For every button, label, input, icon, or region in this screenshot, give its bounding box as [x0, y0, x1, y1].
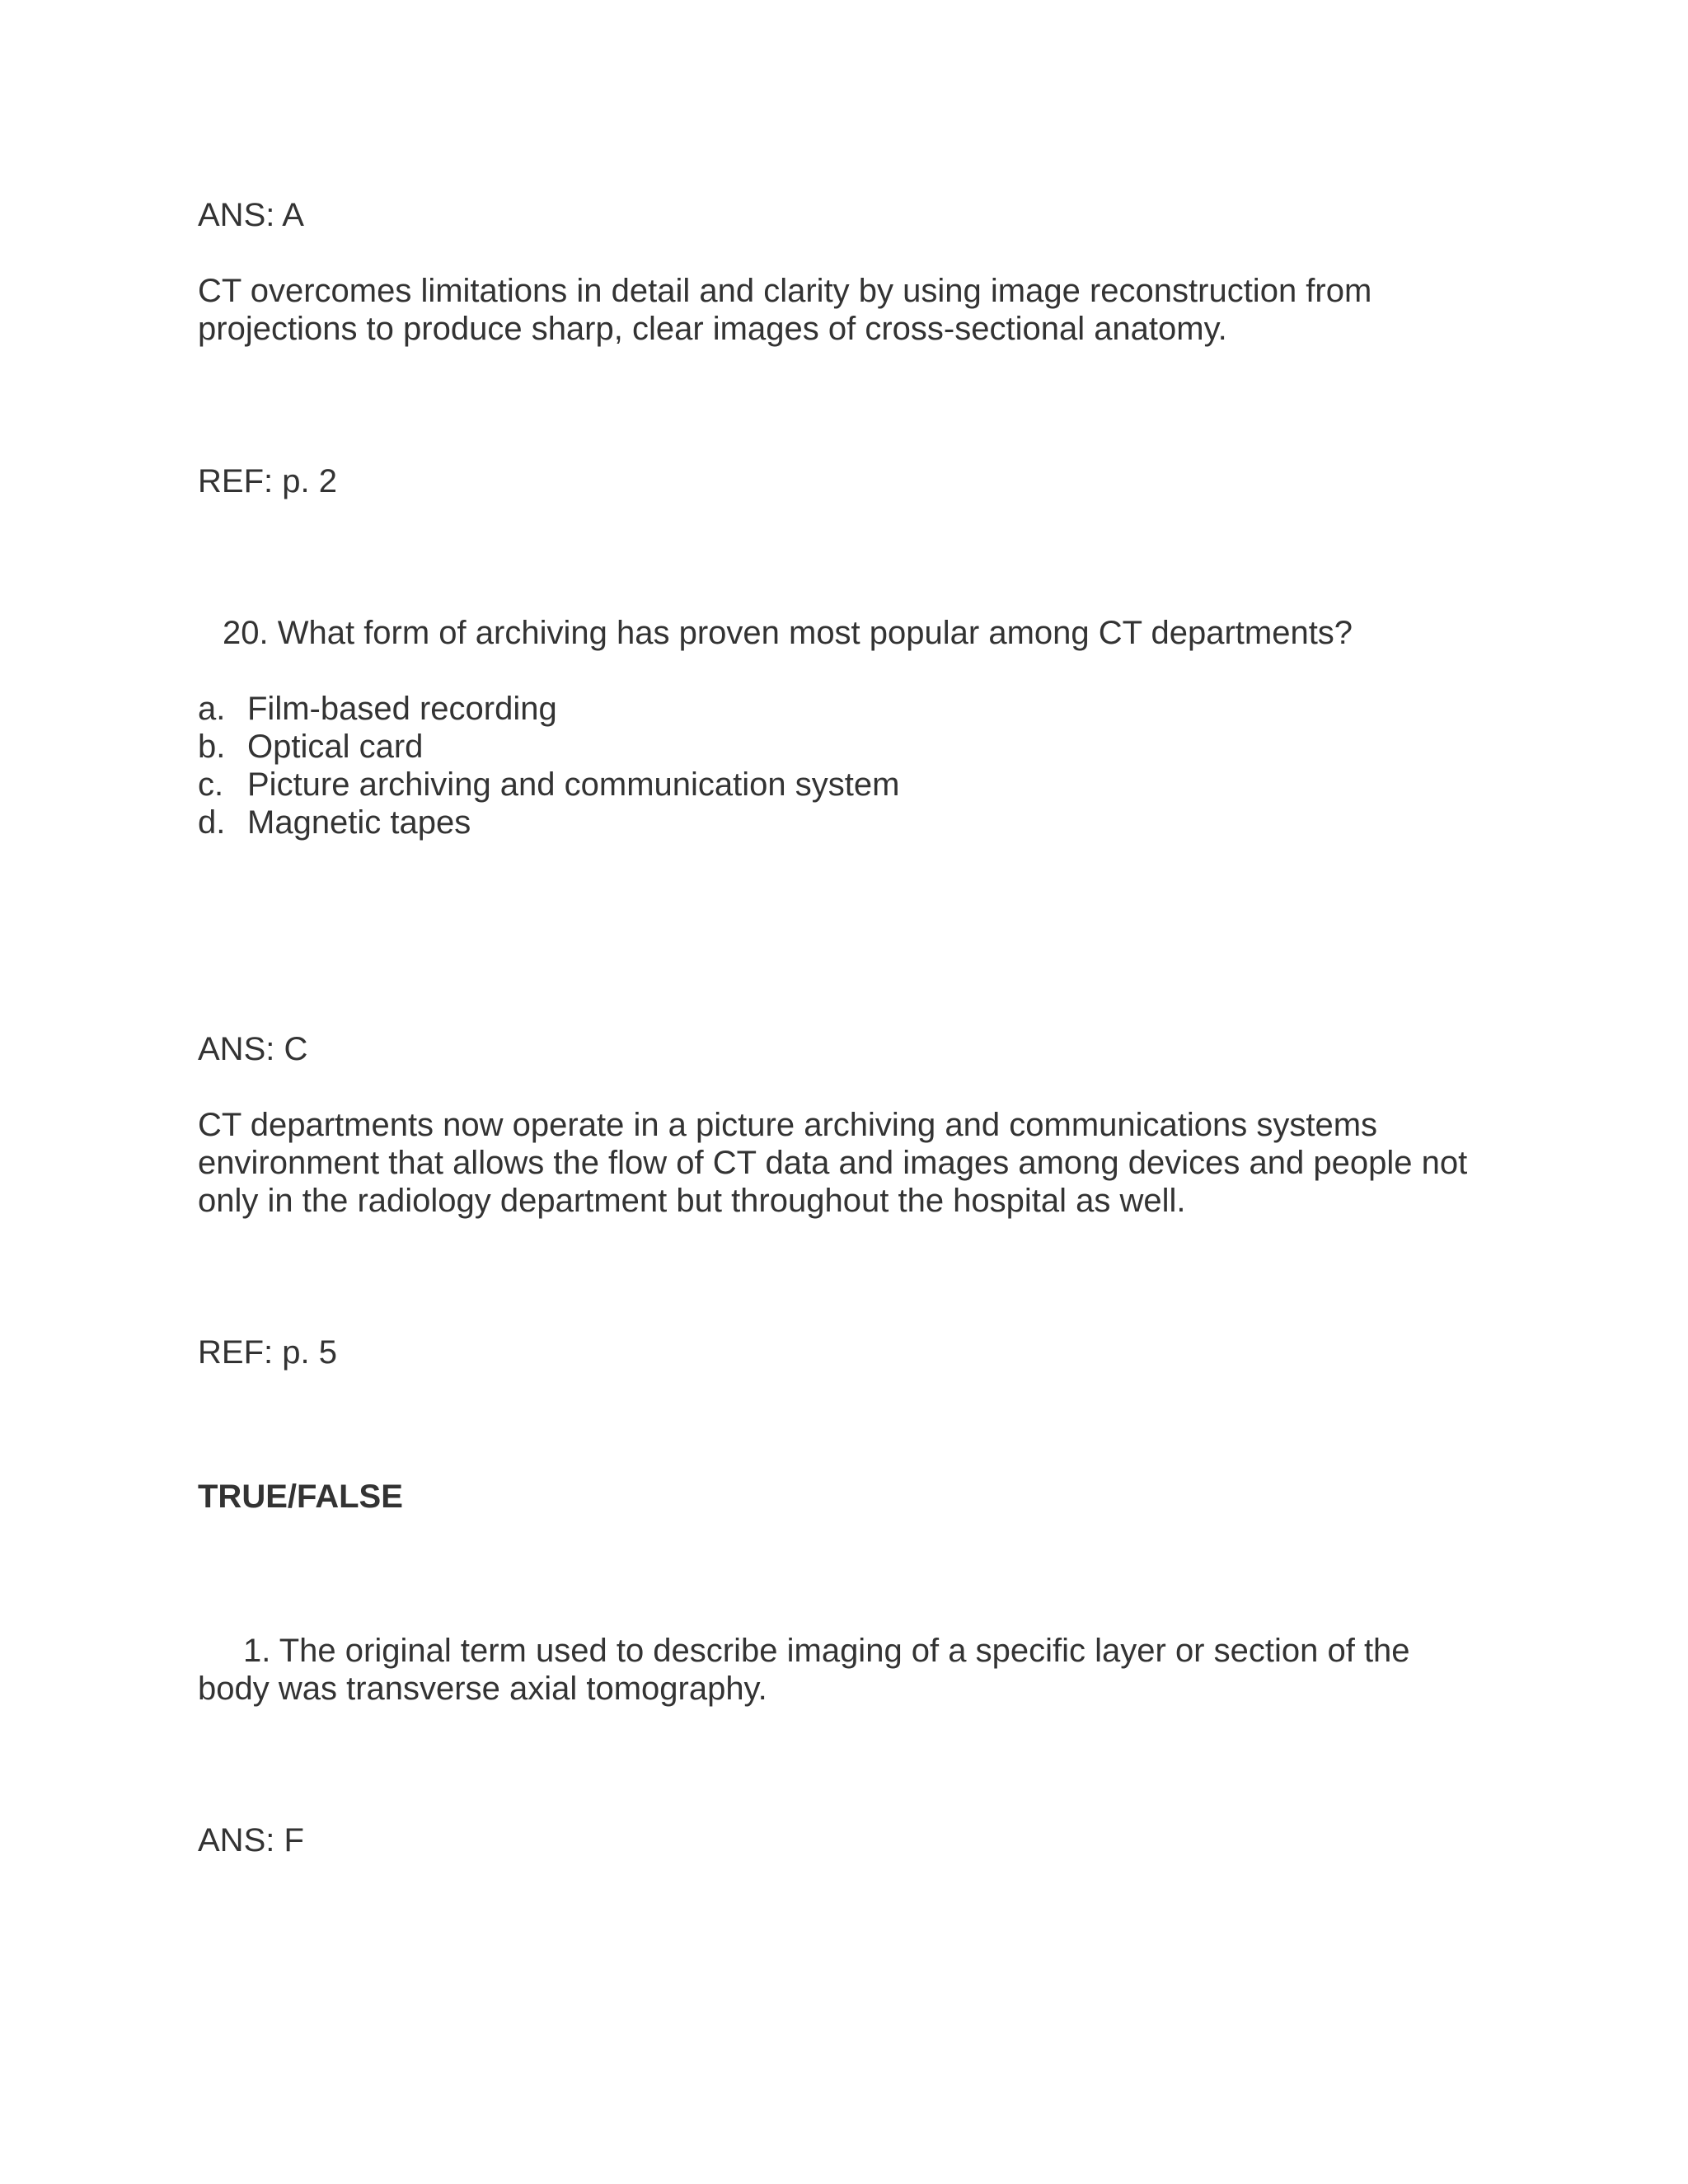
q19-ref: REF: p. 2	[198, 463, 337, 499]
option-letter: b.	[198, 729, 226, 765]
q19-rationale-line-1: CT overcomes limitations in detail and clarity by using image reconstruction from	[198, 273, 1372, 309]
q20-option-c	[198, 766, 899, 804]
q20-rationale-line-2: environment that allows the flow of CT data and images among devices and people not	[198, 1145, 1468, 1181]
option-letter: d.	[198, 804, 226, 841]
option-letter: c.	[198, 766, 224, 803]
q20-rationale-line-3: only in the radiology department but throughout the hospital as well.	[198, 1183, 1186, 1219]
option-text: Picture archiving and communication system	[247, 766, 900, 803]
q20-ref: REF: p. 5	[198, 1334, 337, 1371]
q20-rationale-line-1: CT departments now operate in a picture archiving and communications systems	[198, 1107, 1378, 1143]
q20-option-a	[198, 690, 557, 728]
tf1-question-line-2: body was transverse axial tomography.	[198, 1671, 767, 1707]
section-heading: TRUE/FALSE	[198, 1479, 403, 1515]
option-letter: a.	[198, 691, 226, 727]
option-text: Optical card	[247, 729, 424, 765]
q19-answer: ANS: A	[198, 197, 304, 233]
q20-question: 20. What form of archiving has proven most popular among CT departments?	[223, 615, 1353, 651]
q20-answer: ANS: C	[198, 1031, 308, 1067]
tf1-answer: ANS: F	[198, 1822, 304, 1858]
q20-option-d	[198, 804, 471, 841]
tf1-question-line-1: 1. The original term used to describe imaging of a specific layer or section of the	[243, 1633, 1410, 1669]
q20-option-b	[198, 728, 423, 766]
q19-rationale-line-2: projections to produce sharp, clear images of cross-sectional anatomy.	[198, 311, 1227, 347]
option-text: Film-based recording	[247, 691, 557, 727]
option-text: Magnetic tapes	[247, 804, 471, 841]
